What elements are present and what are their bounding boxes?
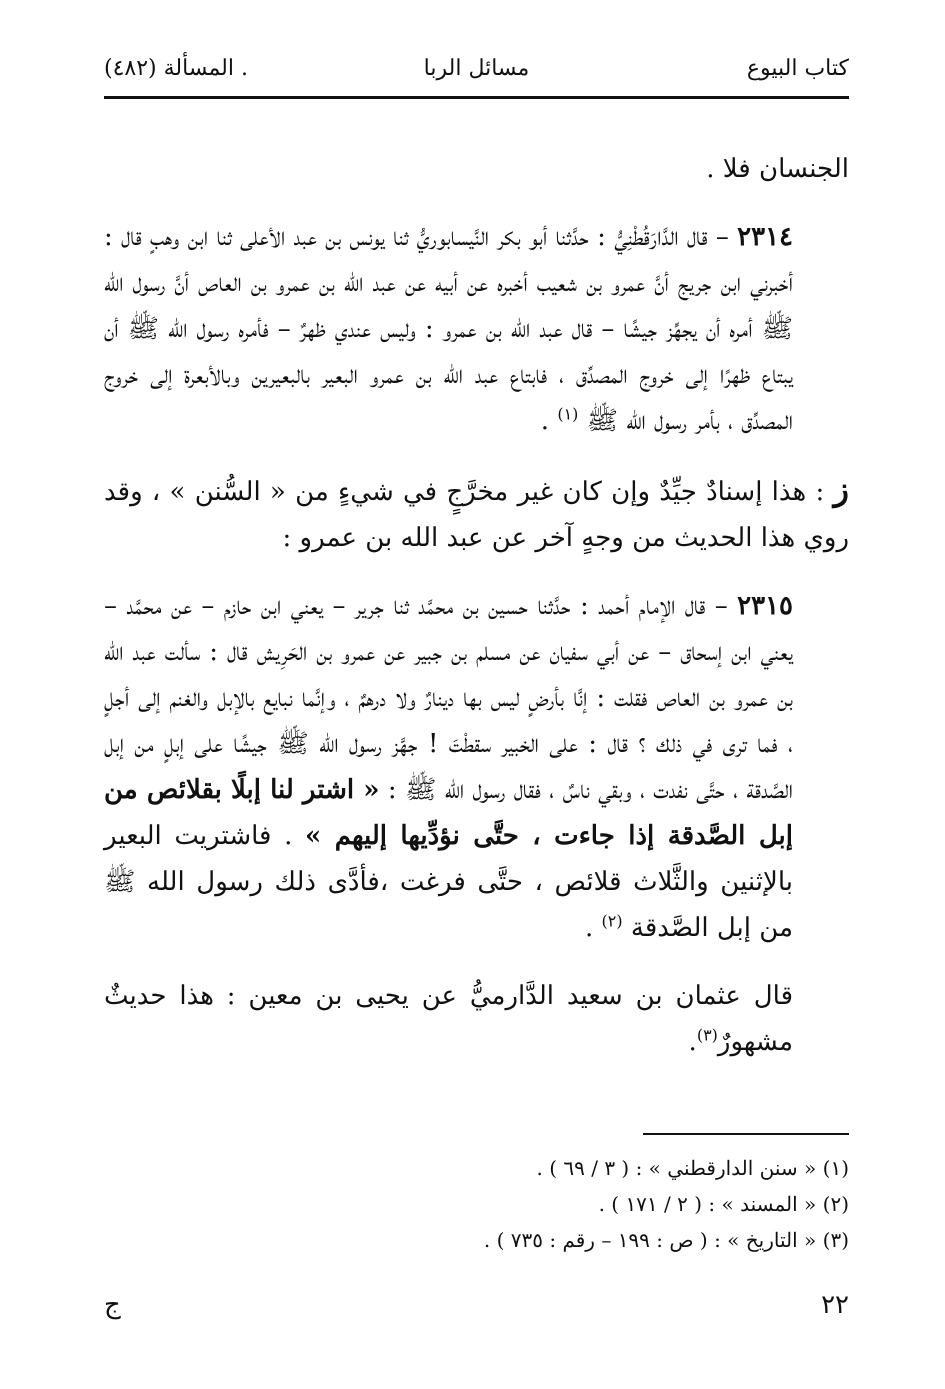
header-chapter-title: مسائل الربا — [423, 56, 530, 81]
hadith-text: – قال الدَّارَقُطْنِيُّ : حدَّثنا أبو بكر النَّيسابوريُّ ثنا يونس بن عبد الأعلى ثنا ابن وهبٍ قال : أخبرني ابن جريج أنَّ عمرو بن شعيب أخبره عن أبيه عن عبد الله بن عمرو بن العاص أنَّ رسول الله ﷺ أمره أن يجهِّز جيشًا – قال عبد الله بن عمرو : وليس عندي ظهرٌ – فأمره رسول الله ﷺ أن يبتاع ظهرًا إلى خروج المصدِّق ، فابتاع عبد الله بن عمرو البعير بالبعيرين وبالأبعرة إلى خروج المصدِّق ، بأمر رسول الله ﷺ — [104, 222, 793, 436]
hadith-text: – قال الإمام أحمد : حدَّثنا حسين بن محمَّد ثنا جرير – يعني ابن حازم – عن محمَّد – يعني ابن إسحاق – عن أبي سفيان عن مسلم بن جبير عن عمرو بن الحَرِيش قال : سألت عبد الله بن عمرو بن العاص فقلت : إنَّا بأرضٍ ليس بها دينارٌ ولا درهمٌ ، وإنَّما نبايع بالإبل والغنم إلى أجلٍ ، فما ترى في ذلك ؟ قال : على الخبير سقطْتَ ! جهَّز رسول الله ﷺ جيشًا على إبلٍ من إبل الصَّدقة ، حتَّى نفدت ، وبقي ناسٌ ، فقال رسول الله ﷺ : — [104, 591, 793, 805]
hadith-number: ٢٣١٥ — [737, 591, 793, 621]
header-book-title: كتاب البيوع — [746, 56, 849, 81]
main-text — [104, 146, 849, 1065]
footnote-1: (١) « سنن الدارقطني » : ( ٣ / ٦٩ ) . — [536, 1156, 849, 1180]
closing-remark — [104, 973, 849, 1065]
hadith-text-cont: . فاشتريت البعير بالإثنين والثَّلاث قلائص ، حتَّى فرغت ،فأدَّى ذلك رسول الله ﷺ من إبل الصَّدقة — [104, 821, 793, 943]
comment-mark: ز — [833, 470, 849, 508]
hadith-2315 — [104, 583, 849, 951]
header-issue-number: . المسألة (٤٨٢) — [104, 56, 248, 81]
footnote-divider — [643, 1133, 849, 1135]
hadith-number: ٢٣١٤ — [737, 222, 793, 252]
footnote-2: (٢) « المسند » : ( ٢ / ١٧١ ) . — [598, 1192, 849, 1216]
hadith-quote: « اشتر لنا إبلًا بقلائص من إبل الصَّدقة إذا جاءت ، حتَّى نؤدِّيها إليهم » — [104, 775, 793, 851]
comment-text: : هذا إسنادٌ جيِّدٌ وإن كان غير مخرَّجٍ في شيءٍ من « السُّنن » ، وقد روي هذا الحديث من وجهٍ آخر عن عبد الله بن عمرو : — [104, 477, 849, 553]
footnote-ref: (٣) — [696, 1025, 718, 1045]
footnote-ref: (٢) — [601, 911, 623, 931]
footnote-ref: (١) — [557, 404, 579, 424]
hadith-end: . — [540, 406, 558, 436]
page-number: ٢٢ — [821, 1290, 849, 1320]
paragraph-continuation: الجنسان فلا . — [706, 154, 849, 184]
footnotes — [200, 1150, 849, 1258]
remark-text: قال عثمان بن سعيد الدَّارميُّ عن يحيى بن معين : هذا حديثٌ مشهورٌ — [104, 981, 793, 1057]
footnote-3: (٣) « التاريخ » : ( ص : ١٩٩ – رقم : ٧٣٥ ) . — [483, 1228, 849, 1252]
hadith-2314 — [104, 214, 849, 444]
author-comment — [104, 466, 849, 561]
page-footer — [104, 1290, 849, 1330]
hadith-end: . — [585, 913, 602, 943]
signature-mark: ج — [104, 1290, 121, 1320]
running-header — [104, 50, 849, 99]
remark-end: . — [688, 1027, 697, 1057]
